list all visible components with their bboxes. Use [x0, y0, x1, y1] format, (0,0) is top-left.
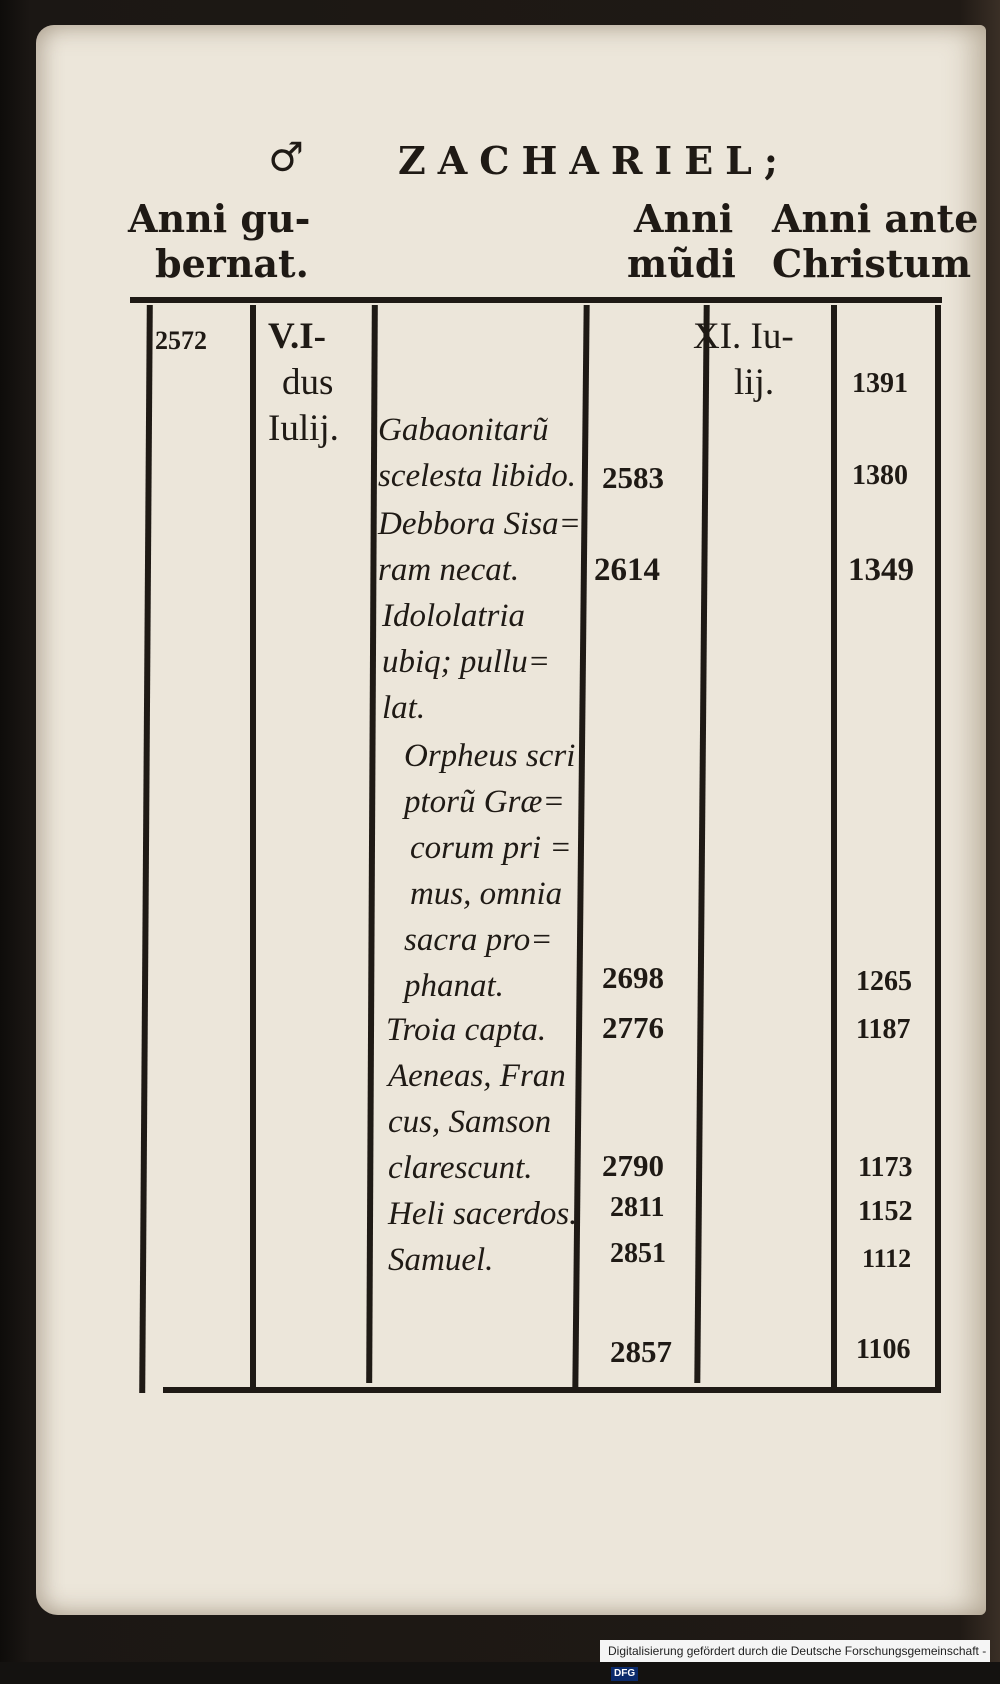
table-bottom-rule — [163, 1387, 941, 1393]
event-line: Samuel. — [388, 1242, 494, 1278]
event-line: ubiq; pullu= — [382, 644, 551, 680]
table-top-rule — [130, 297, 942, 303]
dfg-logo: DFG — [611, 1667, 638, 1681]
ante-christum-first: 1391 — [852, 368, 908, 399]
event-line: Aeneas, Fran — [388, 1058, 566, 1094]
event-line: cus, Samson — [388, 1104, 552, 1140]
col2-line-2: dus — [282, 362, 334, 403]
event-line: scelesta libido. — [378, 458, 576, 494]
header-anni-ante-christum-line2: Christum — [772, 241, 972, 286]
event-line: sacra pro= — [404, 922, 553, 958]
event-line: Idololatria — [382, 598, 526, 634]
anni-mundi-value: 2698 — [602, 960, 664, 995]
ante-christum-value: 1380 — [852, 460, 908, 491]
col5-line-1: XI. Iu- — [693, 316, 794, 357]
footer-text: Digitalisierung gefördert durch die Deutsche Forschungsgemeinschaft - — [608, 1644, 987, 1658]
header-anni-gubernat-line1: Anni gu- — [128, 196, 311, 241]
anni-mundi-value: 2811 — [610, 1192, 665, 1223]
event-line: Heli sacerdos. — [388, 1196, 578, 1232]
event-line: ram necat. — [378, 552, 520, 588]
ante-christum-value: 1349 — [848, 552, 914, 588]
ante-christum-value: 1187 — [856, 1014, 911, 1045]
anni-mundi-final: 2857 — [610, 1334, 672, 1369]
event-line: lat. — [382, 690, 426, 726]
page-title: ZACHARIEL; — [398, 138, 790, 183]
event-line: clarescunt. — [388, 1150, 533, 1186]
ante-christum-value: 1265 — [856, 966, 912, 997]
anni-mundi-value: 2851 — [610, 1238, 666, 1269]
event-line: Gabaonitarũ — [378, 412, 549, 448]
anni-mundi-value: 2776 — [602, 1010, 664, 1045]
column-rule-6 — [831, 305, 837, 1387]
anni-mundi-value: 2614 — [594, 552, 660, 588]
event-line: Troia capta. — [386, 1012, 547, 1048]
column-rule-7 — [935, 305, 941, 1393]
event-line: Debbora Sisa= — [378, 506, 581, 542]
mars-symbol: ♂ — [268, 134, 304, 181]
anni-gubernat-value: 2572 — [155, 326, 207, 355]
header-anni-ante-christum-line1: Anni ante — [772, 196, 979, 241]
anni-mundi-value: 2583 — [602, 460, 664, 495]
header-anni-gubernat-line2: bernat. — [155, 241, 309, 286]
ante-christum-value: 1112 — [862, 1244, 912, 1273]
anni-mundi-value: 2790 — [602, 1148, 664, 1183]
col2-line-3: Iulij. — [268, 408, 339, 449]
event-line: corum pri = — [410, 830, 572, 866]
col2-line-1: V.I- — [268, 316, 326, 357]
event-line: Orpheus scri — [404, 738, 576, 774]
col5-line-2: lij. — [734, 362, 775, 403]
event-line: ptorũ Græ= — [404, 784, 565, 820]
column-rule-2 — [250, 305, 256, 1387]
ante-christum-value: 1152 — [858, 1196, 913, 1227]
event-line: phanat. — [404, 968, 504, 1004]
ante-christum-final: 1106 — [856, 1334, 911, 1365]
ante-christum-value: 1173 — [858, 1152, 913, 1183]
header-anni-mundi-line2: mũdi — [627, 241, 736, 286]
event-line: mus, omnia — [410, 876, 563, 912]
digitization-footer — [600, 1640, 990, 1679]
header-anni-mundi-line1: Anni — [634, 196, 734, 241]
